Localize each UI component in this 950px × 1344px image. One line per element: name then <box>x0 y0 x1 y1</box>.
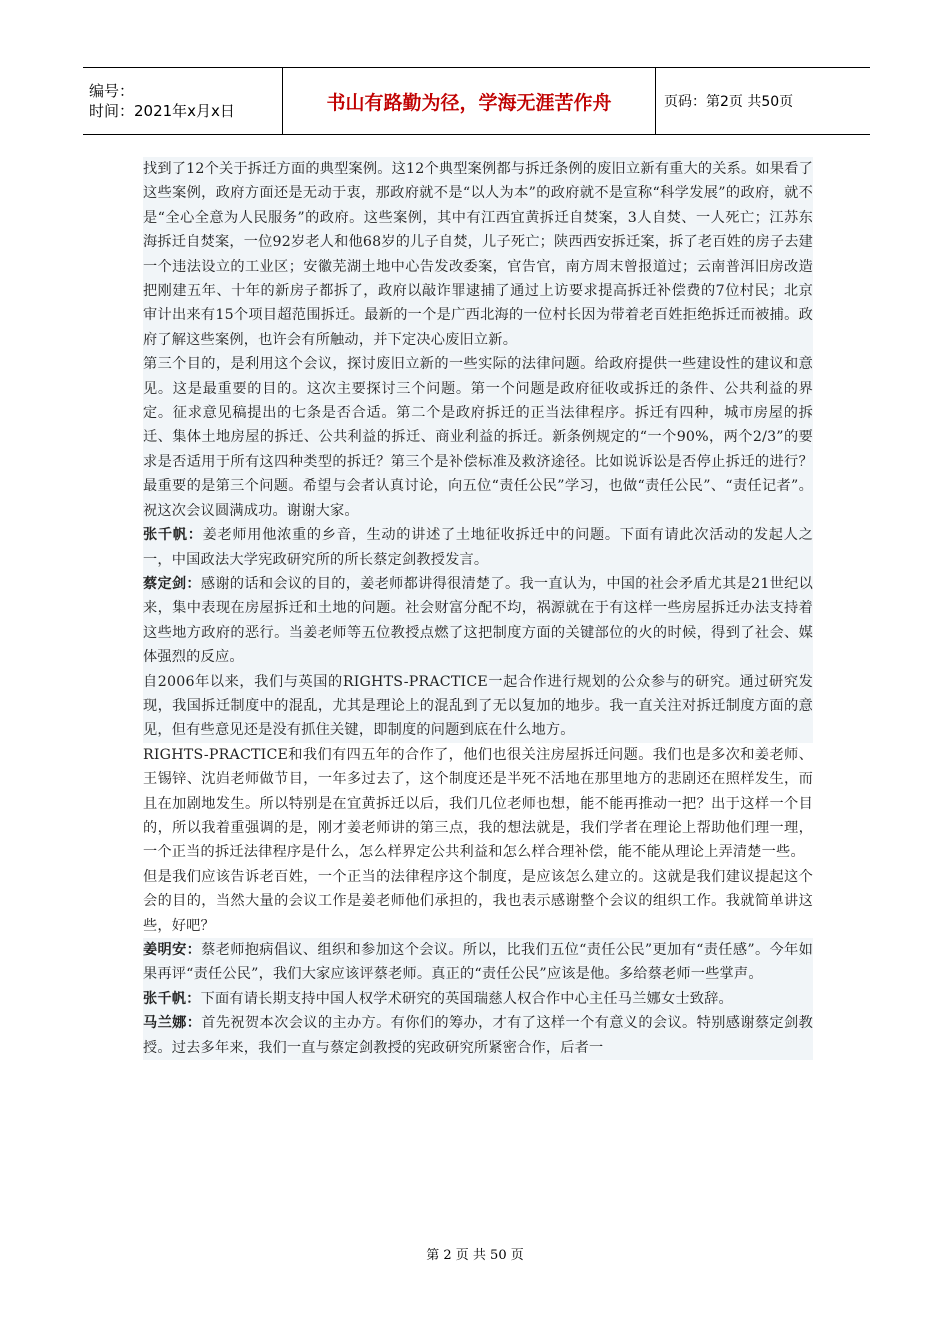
paragraph-text: 感谢的话和会议的目的，姜老师都讲得很清楚了。我一直认为，中国的社会矛盾尤其是21世纪以来，集中表现在房屋拆迁和土地的问题。社会财富分配不均，祸源就在于有这样一些房屋拆迁办法支持着这些地方政府的恶行。当姜老师等五位教授点燃了这把制度方面的关键部位的火的时候，得到了社会、媒体强烈的反应。 <box>143 575 813 666</box>
paragraph-text: 但是我们应该告诉老百姓，一个正当的法律程序这个制度，是应该怎么建立的。这就是我们建议提起这个会的目的，当然大量的会议工作是姜老师他们承担的，我也表示感谢整个会议的组织工作。我就简单讲这些，好吧？ <box>143 868 813 934</box>
paragraph-text: 第三个目的，是利用这个会议，探讨废旧立新的一些实际的法律问题。给政府提供一些建设性的建议和意见。这是最重要的目的。这次主要探讨三个问题。第一个问题是政府征收或拆迁的条件、公共利益的界定。征求意见稿提出的七条是否合适。第二个是政府拆迁的正当法律程序。拆迁有四种，城市房屋的拆迁、集体土地房屋的拆迁、公共利益的拆迁、商业利益的拆迁。新条例规定的“一个90%，两个2/3”的要求是否适用于所有这四种类型的拆迁？第三个是补偿标准及救济途径。比如说诉讼是否停止拆迁的进行？最重要的是第三个问题。希望与会者认真讨论，向五位“责任公民”学习，也做“责任公民”、“责任记者”。祝这次会议圆满成功。谢谢大家。 <box>143 356 813 519</box>
paragraph-5 <box>143 670 813 743</box>
header-left-cell <box>83 68 283 134</box>
speaker-label: 蔡定剑： <box>143 575 201 592</box>
paragraph-9 <box>143 987 813 1011</box>
paragraph-3 <box>143 523 813 572</box>
paragraph-2 <box>143 352 813 523</box>
paragraph-4 <box>143 572 813 670</box>
number-label: 编号： <box>89 82 135 100</box>
page-info: 页码：第2页 共50页 <box>664 94 794 110</box>
paragraph-text: 姜老师用他浓重的乡音，生动的讲述了土地征收拆迁中的问题。下面有请此次活动的发起人之一，中国政法大学宪政研究所的所长蔡定剑教授发言。 <box>143 527 813 568</box>
paragraph-text: 找到了12个关于拆迁方面的典型案例。这12个典型案例都与拆迁条例的废旧立新有重大的关系。如果看了这些案例，政府方面还是无动于衷，那政府就不是“以人为本”的政府就不是宣称“科学发展”的政府，就不是“全心全意为人民服务”的政府。这些案例，其中有江西宜黄拆迁自焚案，3人自焚、一人死亡；江苏东海拆迁自焚案，一位92岁老人和他68岁的儿子自焚，儿子死亡；陕西西安拆迁案，拆了老百姓的房子去建一个违法设立的工业区；安徽芜湖土地中心告发改委案，官告官，南方周末曾报道过；云南普洱旧房改造把刚建五年、十年的新房子都拆了，政府以敲诈罪逮捕了通过上访要求提高拆迁补偿费的7位村民；北京审计出来有15个项目超范围拆迁。最新的一个是广西北海的一位村长因为带着老百姓拒绝拆迁而被捕。政府了解这些案例，也许会有所触动，并下定决心废旧立新。 <box>143 161 813 348</box>
paragraph-text: 蔡老师抱病倡议、组织和参加这个会议。所以，比我们五位“责任公民”更加有“责任感”。今年如果再评“责任公民”，我们大家应该评蔡老师。真正的“责任公民”应该是他。多给蔡老师一些掌声。 <box>143 942 813 983</box>
date-label: 时间：2021年x月x日 <box>89 102 235 120</box>
header-motto-cell <box>283 68 656 134</box>
paragraph-text: 自2006年以来，我们与英国的RIGHTS-PRACTICE一起合作进行规划的公众参与的研究。通过研究发现，我国拆迁制度中的混乱，尤其是理论上的混乱到了无以复加的地步。我一直关注对拆迁制度方面的意见，但有些意见还是没有抓住关键，即制度的问题到底在什么地方。 <box>143 673 813 739</box>
document-body <box>143 157 813 1060</box>
speaker-label: 马兰娜： <box>143 1015 202 1032</box>
paragraph-1 <box>143 157 813 352</box>
paragraph-text: 下面有请长期支持中国人权学术研究的英国瑞慈人权合作中心主任马兰娜女士致辞。 <box>200 990 733 1007</box>
speaker-label: 张千帆： <box>143 990 201 1007</box>
paragraph-text: 首先祝贺本次会议的主办方。有你们的筹办，才有了这样一个有意义的会议。特别感谢蔡定剑教授。过去多年来，我们一直与蔡定剑教授的宪政研究所紧密合作，后者一 <box>143 1015 813 1056</box>
header-motto: 书山有路勤为径，学海无涯苦作舟 <box>326 91 612 114</box>
header-table <box>83 67 870 135</box>
header-page-cell <box>656 68 870 134</box>
paragraph-6 <box>143 743 813 865</box>
paragraph-10 <box>143 1011 813 1060</box>
paragraph-8 <box>143 938 813 987</box>
speaker-label: 姜明安： <box>143 942 202 958</box>
paragraph-7 <box>143 865 813 938</box>
paragraph-text: RIGHTS-PRACTICE和我们有四五年的合作了，他们也很关注房屋拆迁问题。我们也是多次和姜老师、王锡锌、沈岿老师做节目，一年多过去了，这个制度还是半死不活地在那里地方的悲剧还在照样发生，而且在加剧地发生。所以特别是在宜黄拆迁以后，我们几位老师也想，能不能再推动一把？出于这样一个目的，所以我着重强调的是，刚才姜老师讲的第三点，我的想法就是，我们学者在理论上帮助他们理一理，一个正当的拆迁法律程序是什么，怎么样界定公共利益和怎么样合理补偿，能不能从理论上弄清楚一些。 <box>143 746 813 861</box>
speaker-label: 张千帆： <box>143 527 203 544</box>
page-footer: 第 2 页 共 50 页 <box>426 1248 524 1263</box>
